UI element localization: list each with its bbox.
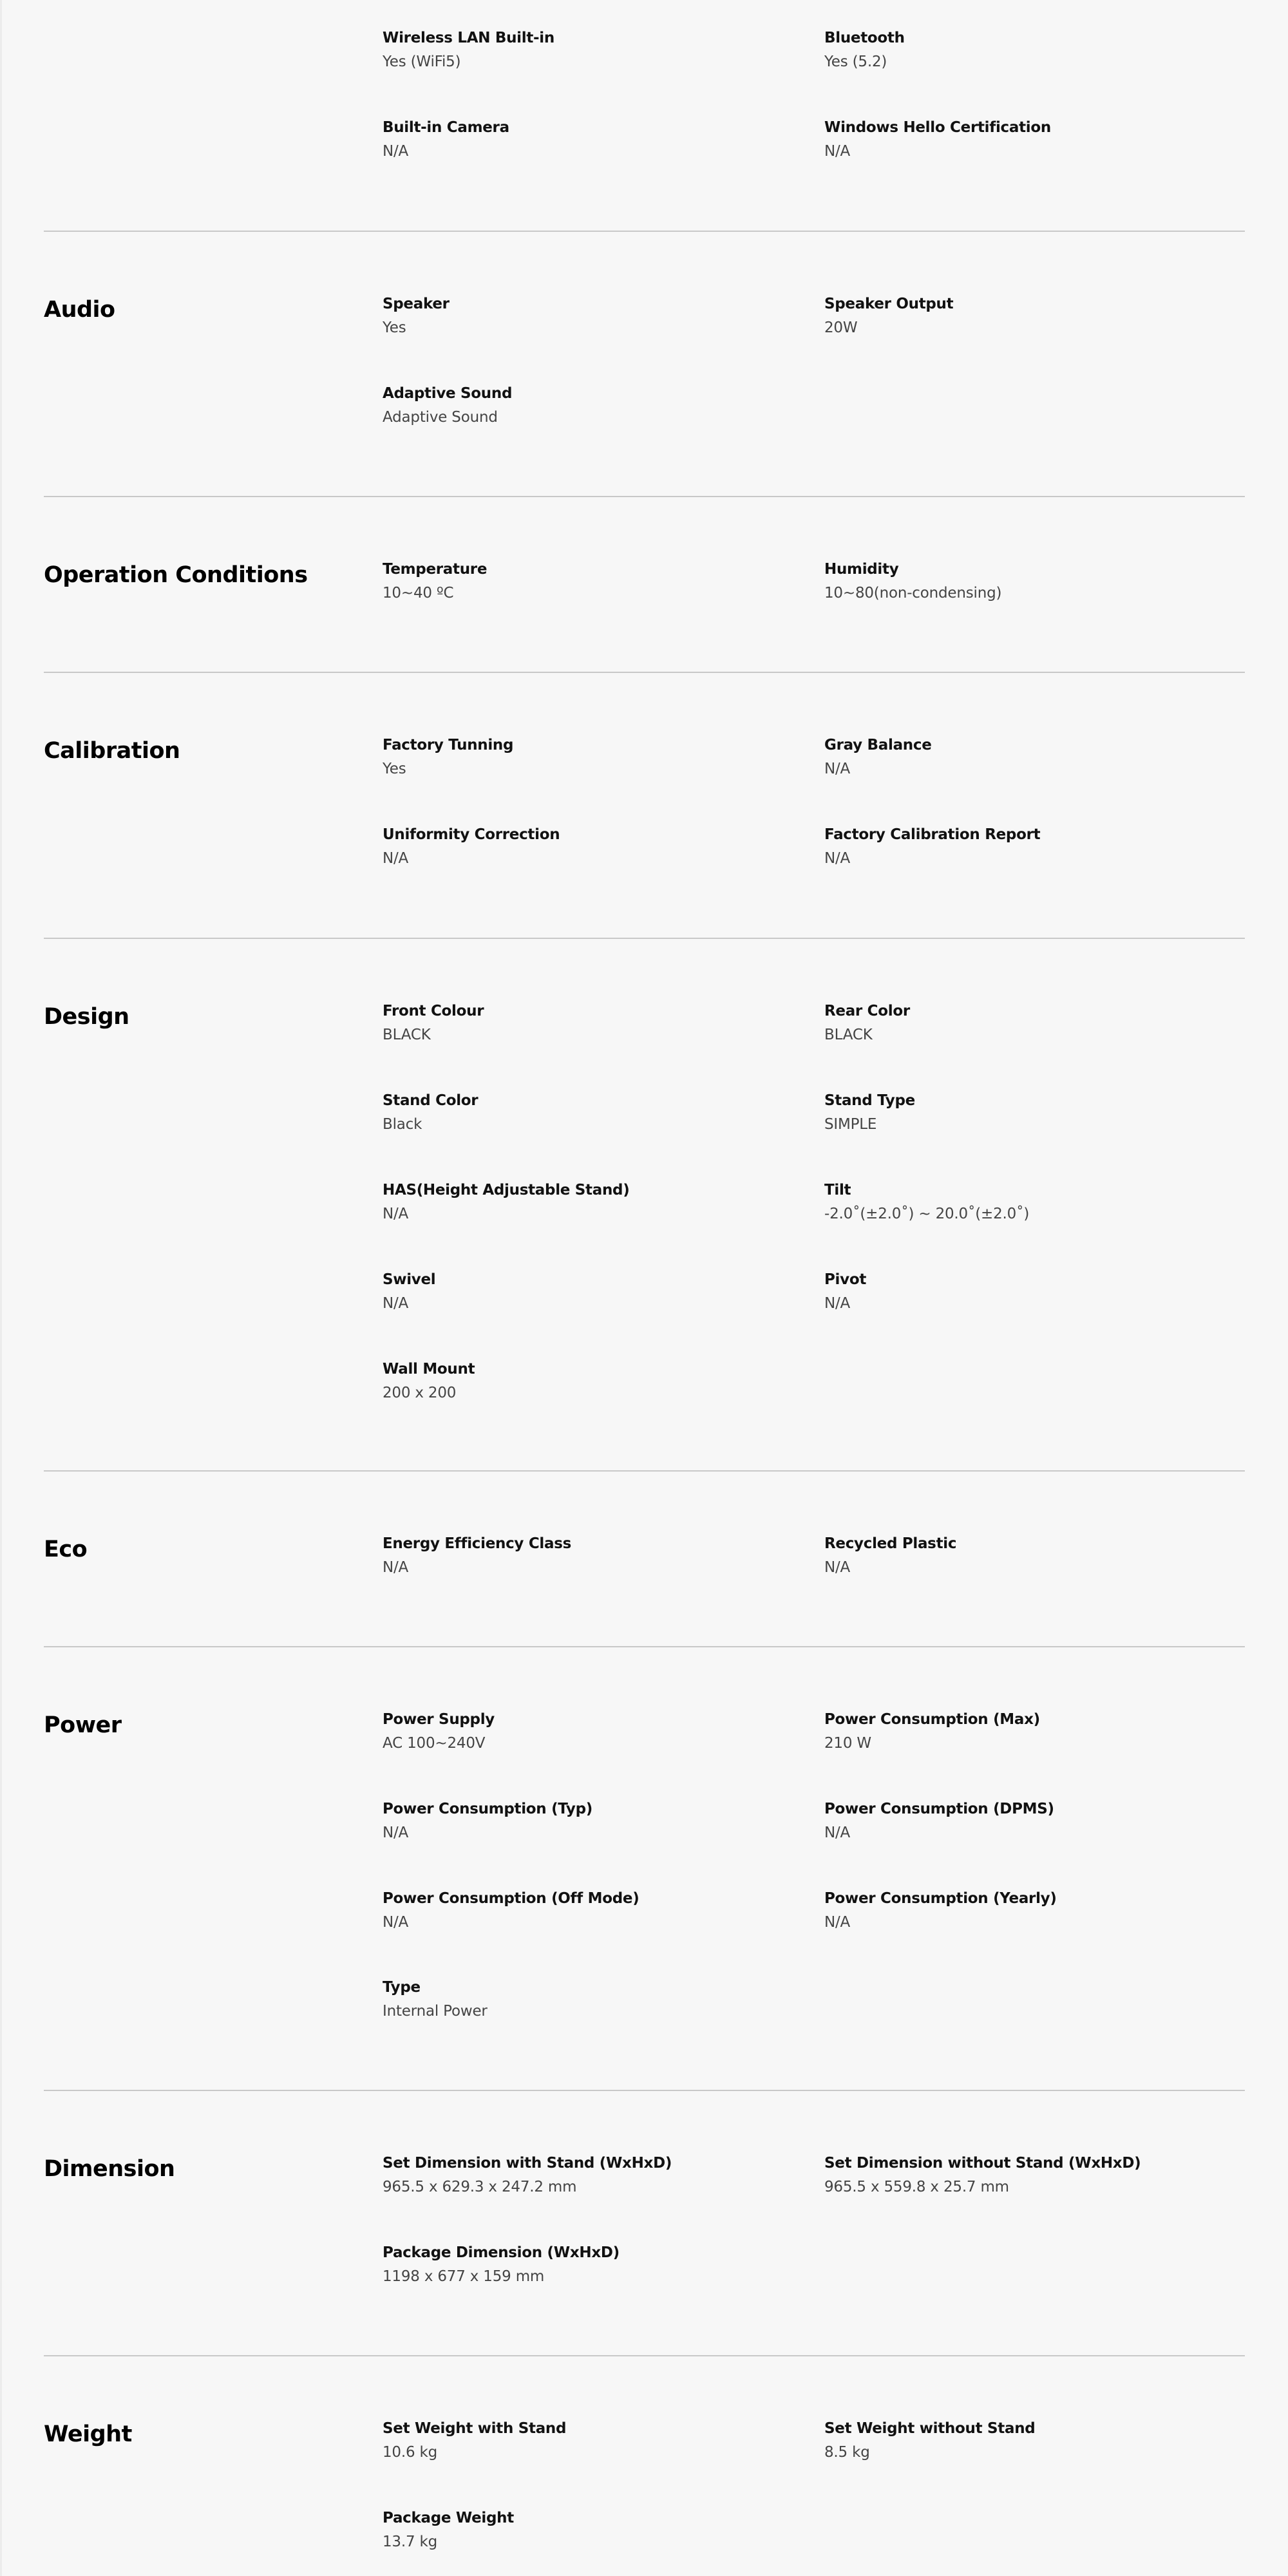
section-divider: [44, 2090, 1245, 2091]
spec-item: [383, 2156, 795, 2195]
spec-item: [383, 1362, 795, 1401]
spec-label: Set Weight with Stand: [383, 2420, 567, 2437]
spec-value: 10~40 ºC: [383, 585, 454, 601]
spec-label: Set Dimension without Stand (WxHxD): [824, 2155, 1141, 2172]
section-divider: [44, 672, 1245, 673]
spec-value: Yes: [383, 319, 406, 336]
section-divider: [44, 231, 1245, 232]
spec-item: [824, 1273, 1236, 1311]
spec-value: 10~80(non-condensing): [824, 585, 1002, 601]
spec-value: SIMPLE: [824, 1116, 877, 1133]
spec-item: [383, 1802, 795, 1841]
spec-label: Power Consumption (Yearly): [824, 1890, 1057, 1907]
section-title: Design: [44, 1004, 129, 1030]
spec-item: [383, 1094, 795, 1132]
spec-item: [824, 1004, 1236, 1043]
spec-item: [383, 2511, 795, 2550]
spec-value: N/A: [383, 850, 409, 867]
spec-value: N/A: [383, 143, 409, 160]
spec-item: [383, 562, 795, 601]
spec-label: Wall Mount: [383, 1361, 475, 1378]
spec-label: Swivel: [383, 1271, 436, 1288]
spec-item: [824, 738, 1236, 777]
spec-item: [383, 1712, 795, 1751]
spec-value: N/A: [383, 1206, 409, 1222]
spec-value: N/A: [824, 1824, 851, 1841]
spec-item: [383, 1891, 795, 1930]
spec-value: N/A: [824, 1559, 851, 1576]
spec-label: Stand Color: [383, 1092, 478, 1109]
spec-value: 965.5 x 629.3 x 247.2 mm: [383, 2179, 577, 2195]
section-divider: [44, 1470, 1245, 1472]
spec-value: N/A: [824, 850, 851, 867]
spec-label: Built-in Camera: [383, 119, 509, 136]
spec-item: [383, 31, 795, 70]
spec-label: Factory Calibration Report: [824, 826, 1041, 843]
spec-item: [824, 1537, 1236, 1575]
spec-label: Wireless LAN Built-in: [383, 30, 554, 46]
spec-label: Power Supply: [383, 1711, 495, 1728]
section-title: Dimension: [44, 2156, 175, 2182]
spec-label: Temperature: [383, 561, 488, 578]
section-title: Operation Conditions: [44, 562, 308, 588]
section-title: Power: [44, 1712, 122, 1738]
spec-label: Rear Color: [824, 1003, 910, 1019]
spec-label: Windows Hello Certification: [824, 119, 1051, 136]
spec-value: 1198 x 677 x 159 mm: [383, 2268, 545, 2285]
spec-label: Set Dimension with Stand (WxHxD): [383, 2155, 672, 2172]
spec-value: 10.6 kg: [383, 2444, 438, 2461]
spec-label: Adaptive Sound: [383, 385, 513, 402]
spec-item: [383, 828, 795, 866]
section-divider: [44, 1646, 1245, 1647]
spec-value: 965.5 x 559.8 x 25.7 mm: [824, 2179, 1009, 2195]
spec-item: [383, 2421, 795, 2460]
spec-label: Uniformity Correction: [383, 826, 560, 843]
spec-item: [824, 828, 1236, 866]
spec-label: Stand Type: [824, 1092, 915, 1109]
spec-label: Energy Efficiency Class: [383, 1535, 571, 1552]
spec-label: Humidity: [824, 561, 899, 578]
spec-label: Tilt: [824, 1182, 851, 1198]
spec-value: N/A: [824, 143, 851, 160]
spec-value: N/A: [383, 1824, 409, 1841]
page-left-edge: [0, 0, 2, 2576]
section-divider: [44, 2355, 1245, 2356]
spec-value: N/A: [824, 1914, 851, 1931]
spec-item: [824, 120, 1236, 159]
spec-item: [824, 1712, 1236, 1751]
spec-value: N/A: [383, 1295, 409, 1312]
spec-value: Yes: [383, 761, 406, 777]
spec-value: N/A: [824, 1295, 851, 1312]
spec-label: Power Consumption (DPMS): [824, 1801, 1054, 1817]
spec-value: Yes (WiFi5): [383, 53, 461, 70]
spec-label: Speaker Output: [824, 296, 954, 312]
spec-value: 8.5 kg: [824, 2444, 870, 2461]
spec-value: Black: [383, 1116, 422, 1133]
spec-item: [383, 386, 795, 425]
spec-label: Power Consumption (Off Mode): [383, 1890, 639, 1907]
spec-label: Set Weight without Stand: [824, 2420, 1036, 2437]
spec-value: 200 x 200: [383, 1385, 457, 1401]
spec-value: 210 W: [824, 1735, 871, 1752]
spec-item: [824, 562, 1236, 601]
spec-item: [383, 1273, 795, 1311]
spec-value: N/A: [383, 1559, 409, 1576]
spec-label: Gray Balance: [824, 737, 932, 753]
section-title: Audio: [44, 297, 115, 323]
spec-item: [383, 1183, 795, 1222]
spec-item: [824, 297, 1236, 336]
spec-item: [383, 297, 795, 336]
section-title: Calibration: [44, 738, 180, 764]
spec-label: Package Weight: [383, 2510, 514, 2526]
spec-label: Front Colour: [383, 1003, 484, 1019]
spec-item: [824, 1183, 1236, 1222]
spec-value: N/A: [824, 761, 851, 777]
spec-item: [383, 1537, 795, 1575]
spec-value: Yes (5.2): [824, 53, 887, 70]
spec-item: [383, 2246, 795, 2284]
spec-label: Bluetooth: [824, 30, 905, 46]
spec-label: Type: [383, 1979, 421, 1996]
section-divider: [44, 496, 1245, 497]
spec-item: [383, 738, 795, 777]
section-title: Weight: [44, 2421, 132, 2447]
section-title: Eco: [44, 1537, 88, 1562]
spec-label: HAS(Height Adjustable Stand): [383, 1182, 630, 1198]
spec-label: Power Consumption (Max): [824, 1711, 1040, 1728]
spec-item: [383, 1980, 795, 2019]
spec-label: Speaker: [383, 296, 450, 312]
spec-value: -2.0˚(±2.0˚) ~ 20.0˚(±2.0˚): [824, 1206, 1030, 1222]
spec-label: Power Consumption (Typ): [383, 1801, 593, 1817]
spec-label: Factory Tunning: [383, 737, 514, 753]
spec-item: [824, 2421, 1236, 2460]
spec-item: [824, 1802, 1236, 1841]
spec-label: Recycled Plastic: [824, 1535, 957, 1552]
spec-value: BLACK: [383, 1027, 431, 1043]
spec-value: Internal Power: [383, 2003, 488, 2020]
spec-item: [824, 1094, 1236, 1132]
spec-value: Adaptive Sound: [383, 409, 498, 426]
spec-item: [824, 1891, 1236, 1930]
spec-value: AC 100~240V: [383, 1735, 486, 1752]
spec-item: [824, 2156, 1236, 2195]
spec-value: 20W: [824, 319, 858, 336]
spec-value: 13.7 kg: [383, 2533, 438, 2550]
spec-item: [383, 1004, 795, 1043]
spec-value: BLACK: [824, 1027, 873, 1043]
spec-value: N/A: [383, 1914, 409, 1931]
spec-label: Package Dimension (WxHxD): [383, 2244, 620, 2261]
section-divider: [44, 938, 1245, 939]
spec-item: [824, 31, 1236, 70]
spec-label: Pivot: [824, 1271, 867, 1288]
spec-item: [383, 120, 795, 159]
